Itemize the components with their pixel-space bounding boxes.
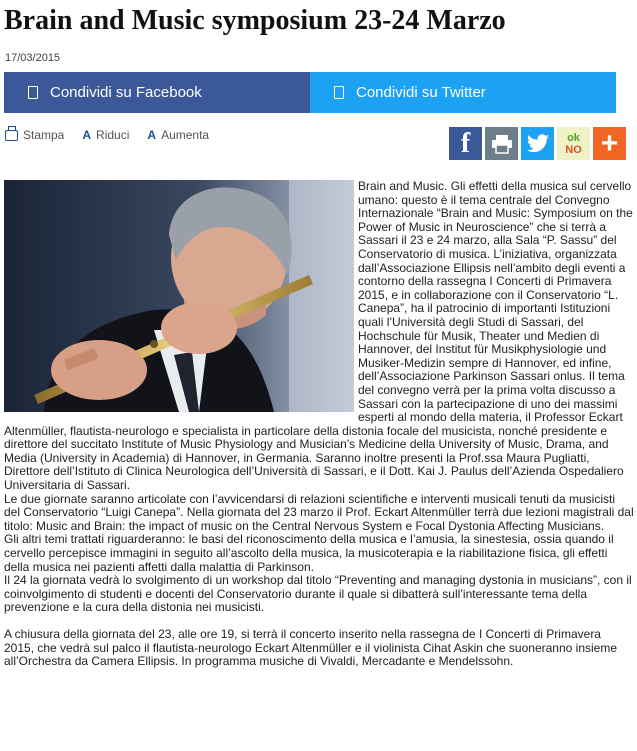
body-paragraph-2: Le due giornate saranno articolate con l’avvicendarsi di relazioni scientifiche e interventi musicali tenuti da musicisti del Conservatorio “Luigi Canepa”. Nella giornata del 23 marzo il Prof. Eckart Altenmüller terrà due lezioni magistrali dal titolo: Music and Brain: the impact of music on the Central Nervous System e Focal Dystonia Affecting Musicians. [4,491,634,533]
facebook-glyph: f [460,127,471,159]
body-paragraph-5: A chiusura della giornata del 23, alle ore 19, si terrà il concerto inserito nella rassegna de I Concerti di Primavera 2015, che vedrà sul palco il flautista-neurologo Eckart Altenmüller e il violinista Cihat Askin che suoneranno insieme all’Orchestra da Camera Ellipsis. In programma musiche di Vivaldi, Mercadante e Mendelssohn. [4,627,618,669]
increase-label: Aumenta [161,128,210,142]
print-icon [5,130,18,141]
text-tools [5,126,227,144]
article-body [4,180,634,669]
twitter-bird-glyph [526,134,550,154]
photo-spacer [4,180,358,420]
ok-text: ok [567,131,580,144]
share-facebook-button[interactable] [4,72,310,113]
article-title: Brain and Music symposium 23-24 Marzo [4,5,506,36]
share-twitter-button[interactable] [310,72,616,113]
font-increase-icon: A [147,128,157,142]
body-paragraph-1: Brain and Music. Gli effetti della musica sul cervello umano: questo è il tema centrale del Convegno Internazionale “Brain and Music: Symposium on the Power of Music in Neuroscience” che si terrà a Sassari il 23 e 24 marzo, alla Sala “P. Sassu” del Conservatorio di musica. L’iniziativa, organizzata dall’Associazione Ellipsis nell’ambito degli eventi a contorno della rassegna I Concerti di Primavera 2015, e in collaborazione con il Conservatorio “L. Canepa”, ha il patrocinio di importanti Istituzioni quali l’Università degli Studi di Sassari, del Hochschule für Musik, Theater und Medien di Hannover, del Institut für Musikphysiologie und Musiker-Medizin sempre di Hannover, ed infine, dell’Associazione Parkinson Sassari onlus. Il tema del convegno verrà per la prima volta discusso a Sassari con la partecipazione di uno dei massimi esperti al mondo della materia, il Professor Eckart Altenmüller, flautista-neurologo e specialista in particolare della distonia focale del musicista, nonché presidente e direttore del succitato Institute of Music Physiology and Musician's Medicine della University of Music, Drama, and Media (University in Academia) di Hannover, in Germania. Saranno inoltre presenti la Prof.ssa Maura Pugliatti, Direttore dell’Istituto di Clinica Neurologica dell’Università di Sassari, e il Dott. Kai J. Paulus dell’Azienda Ospedaliero Universitaria di Sassari. [4,179,633,493]
share-twitter-label: Condividi su Twitter [356,84,486,101]
share-square-icon [334,86,344,99]
plus-glyph: + [600,126,619,160]
body-paragraph-4: Il 24 la giornata vedrà lo svolgimento di un workshop dal titolo “Preventing and managing dystonia in musicians”, con il coinvolgimento di studenti e docenti del Conservatorio durante il quale si dibatterà sull’interessante tema della prevenzione e la cura della distonia nei musicisti. [4,573,632,615]
print-link[interactable] [5,128,64,142]
facebook-icon[interactable] [449,127,482,160]
increase-text-link[interactable] [147,128,209,142]
share-facebook-label: Condividi su Facebook [50,84,202,101]
share-square-icon [28,86,38,99]
social-icons [449,127,626,160]
twitter-icon[interactable] [521,127,554,160]
no-text: NO [565,143,582,156]
font-reduce-icon: A [82,128,92,142]
printer-icon[interactable] [485,127,518,160]
print-label: Stampa [23,128,65,142]
reduce-label: Riduci [96,128,130,142]
body-paragraph-3: Gli altri temi trattati riguarderanno: le basi del riconoscimento della musica e l’amusia, la sinestesia, ossia quando il cervello percepisce immagini in seguito all’ascolto della musica, la musicoterapia e la riabilitazione fisica, gli effetti della musica nei pazienti affetti dalla malattia di Parkinson. [4,532,614,574]
more-share-plus-icon[interactable] [593,127,626,160]
printer-glyph [491,134,513,154]
ok-no-icon[interactable] [557,127,590,160]
share-bar [4,72,616,113]
reduce-text-link[interactable] [82,128,129,142]
article-date: 17/03/2015 [5,52,61,64]
